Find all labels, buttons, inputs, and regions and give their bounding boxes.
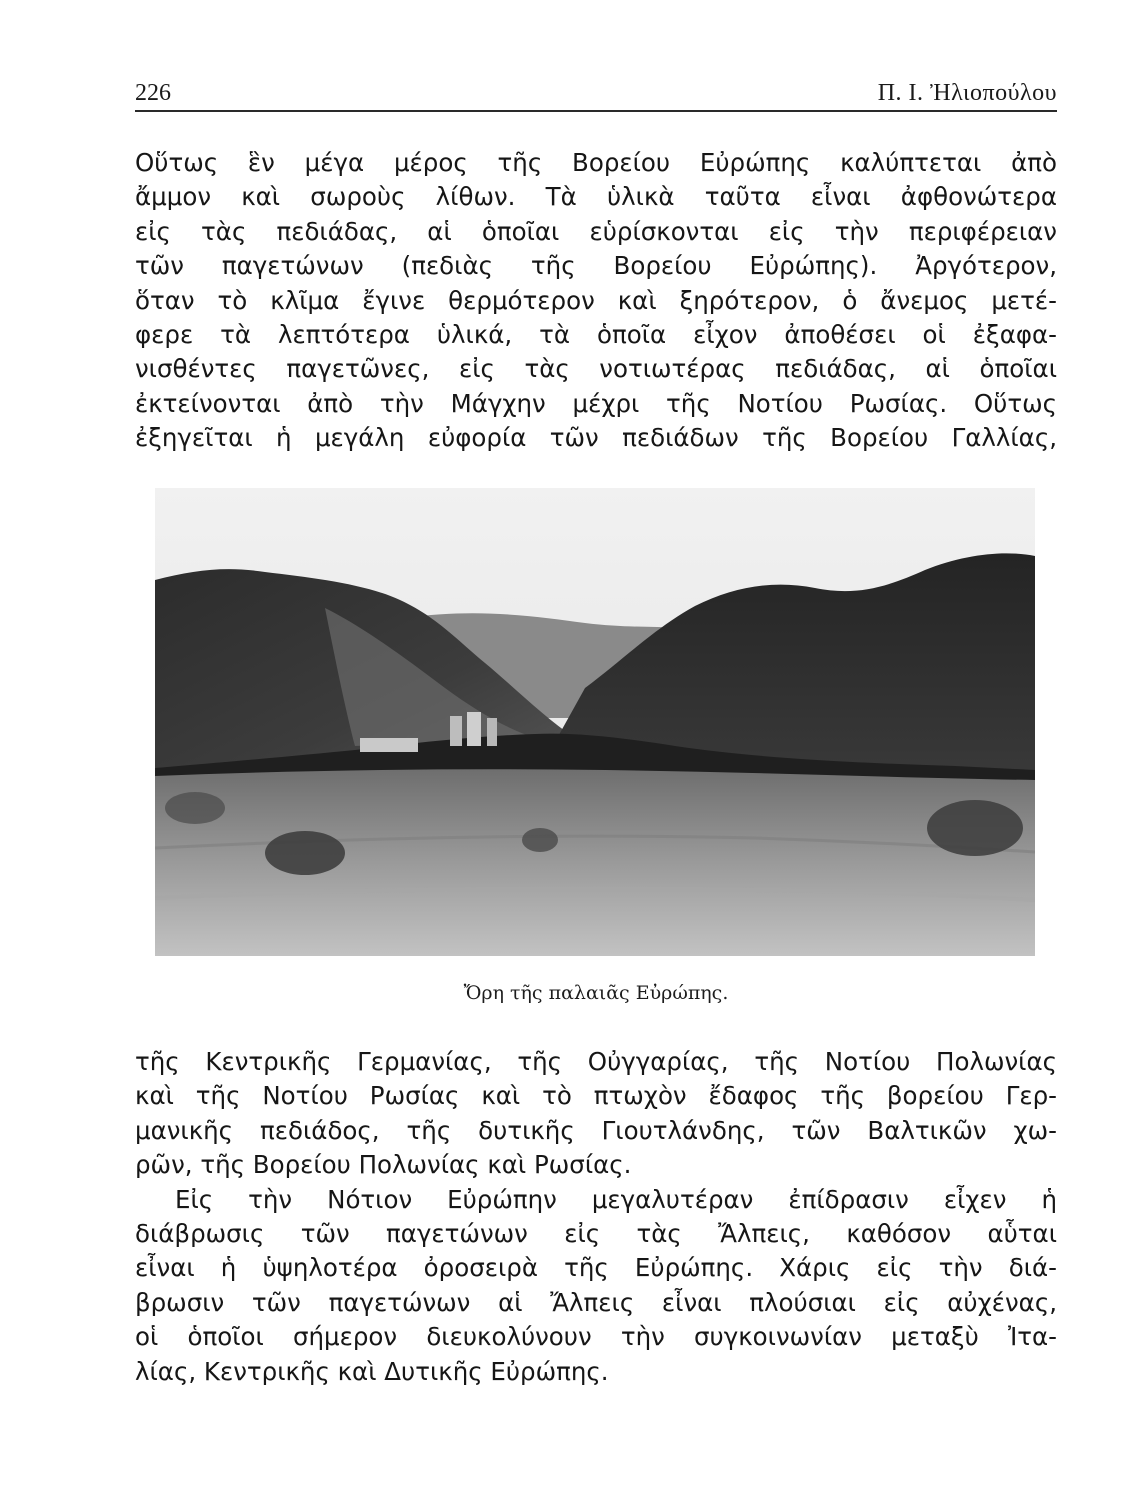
landscape-photo xyxy=(155,488,1035,956)
text-line: ρῶν, τῆς Βορείου Πολωνίας καὶ Ρωσίας. xyxy=(135,1150,632,1180)
text-line: τῶν παγετώνων (πεδιὰς τῆς Βορείου Εὐρώπης). Ἀργότερον, xyxy=(135,251,1057,281)
header-rule xyxy=(135,110,1057,112)
page-number: 226 xyxy=(135,80,171,106)
text-line: φερε τὰ λεπτότερα ὑλικά, τὰ ὁποῖα εἶχον ἀποθέσει οἱ ἐξαφα- xyxy=(135,319,1057,349)
text-line: μανικῆς πεδιάδος, τῆς δυτικῆς Γιουτλάνδης, τῶν Βαλτικῶν χω- xyxy=(135,1115,1057,1145)
text-line: Οὕτως ἓν μέγα μέρος τῆς Βορείου Εὐρώπης καλύπτεται ἀπὸ xyxy=(135,148,1057,177)
text-line: βρωσιν τῶν παγετώνων αἱ Ἄλπεις εἶναι πλούσιαι εἰς αὐχένας, xyxy=(135,1287,1057,1317)
figure-caption: Ὄρη τῆς παλαιᾶς Εὐρώπης. xyxy=(463,982,729,1004)
text-line: ἐξηγεῖται ἡ μεγάλη εὐφορία τῶν πεδιάδων τῆς Βορείου Γαλλίας, xyxy=(135,423,1057,453)
running-head: Π. Ι. Ἠλιοπούλου xyxy=(877,80,1057,106)
text-line: εἰς τὰς πεδιάδας, αἱ ὁποῖαι εὑρίσκονται εἰς τὴν περιφέρειαν xyxy=(135,216,1057,246)
text-line: ἄμμον καὶ σωροὺς λίθων. Τὰ ὑλικὰ ταῦτα εἶναι ἀφθονώτερα xyxy=(135,182,1057,212)
text-line: καὶ τῆς Νοτίου Ρωσίας καὶ τὸ πτωχὸν ἔδαφος τῆς βορείου Γερ- xyxy=(135,1081,1057,1111)
page-header xyxy=(135,74,1057,114)
text-line: οἱ ὁποῖοι σήμερον διευκολύνουν τὴν συγκοινωνίαν μεταξὺ Ἰτα- xyxy=(135,1322,1057,1352)
text-line: τῆς Κεντρικῆς Γερμανίας, τῆς Οὐγγαρίας, τῆς Νοτίου Πολωνίας xyxy=(135,1047,1057,1076)
text-line: εἶναι ἡ ὑψηλοτέρα ὀροσειρὰ τῆς Εὐρώπης. Χάρις εἰς τὴν διά- xyxy=(135,1253,1057,1283)
text-line: Εἰς τὴν Νότιον Εὐρώπην μεγαλυτέραν ἐπίδρασιν εἶχεν ἡ xyxy=(175,1184,1057,1214)
paragraph-1 xyxy=(135,146,1057,456)
text-line: διάβρωσις τῶν παγετώνων εἰς τὰς Ἄλπεις, καθόσον αὗται xyxy=(135,1218,1057,1248)
text-line: νισθέντες παγετῶνες, εἰς τὰς νοτιωτέρας πεδιάδας, αἱ ὁποῖαι xyxy=(135,354,1057,384)
text-line: λίας, Κεντρικῆς καὶ Δυτικῆς Εὐρώπης. xyxy=(135,1356,609,1386)
paragraph-2-and-3 xyxy=(135,1045,1057,1389)
text-line: ὅταν τὸ κλῖμα ἔγινε θερμότερον καὶ ξηρότερον, ὁ ἄνεμος μετέ- xyxy=(135,285,1057,315)
mountains-photo-image xyxy=(155,488,1035,956)
text-line: ἐκτείνονται ἀπὸ τὴν Μάγχην μέχρι τῆς Νοτίου Ρωσίας. Οὕτως xyxy=(135,388,1057,418)
